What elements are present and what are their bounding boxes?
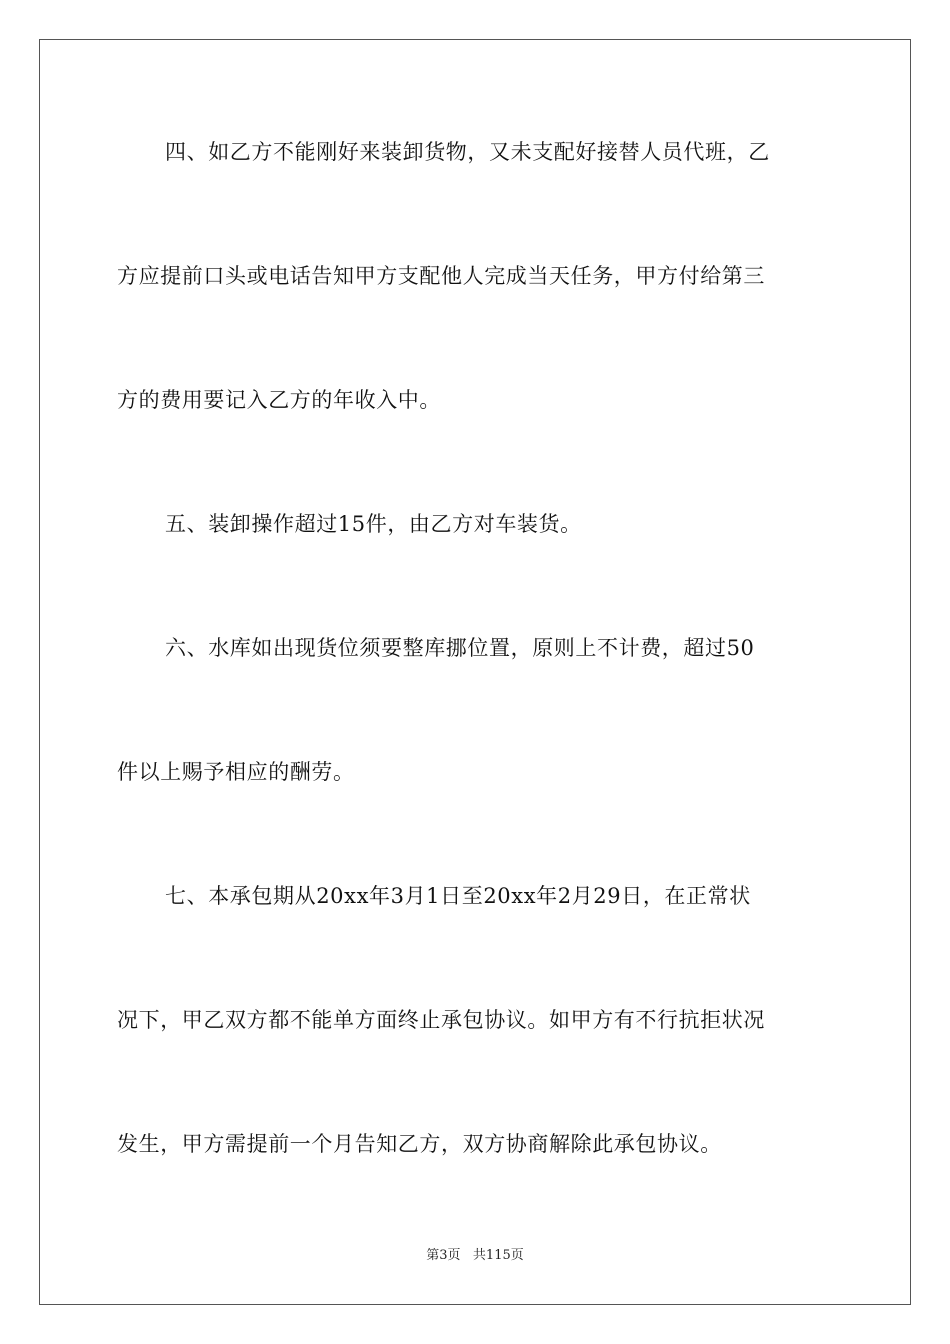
paragraph-7-line-1: 七、本承包期从20xx年3月1日至20xx年2月29日，在正常状: [165, 884, 751, 908]
paragraph-5-line-1: 五、装卸操作超过15件，由乙方对车装货。: [165, 512, 582, 536]
page-border: [39, 39, 911, 1305]
paragraph-6-line-2: 件以上赐予相应的酬劳。: [117, 760, 355, 784]
page-total: 共115页: [472, 1248, 524, 1263]
paragraph-4-line-3: 方的费用要记入乙方的年收入中。: [117, 388, 441, 412]
page-footer: [0, 1247, 950, 1265]
paragraph-4-line-2: 方应提前口头或电话告知甲方支配他人完成当天任务，甲方付给第三: [117, 264, 765, 288]
paragraph-7-line-3: 发生，甲方需提前一个月告知乙方，双方协商解除此承包协议。: [117, 1132, 722, 1156]
paragraph-7-line-2: 况下，甲乙双方都不能单方面终止承包协议。如甲方有不行抗拒状况: [117, 1008, 765, 1032]
paragraph-4-line-1: 四、如乙方不能刚好来装卸货物，又未支配好接替人员代班，乙: [165, 140, 770, 164]
page-number: 第3页: [426, 1248, 461, 1263]
paragraph-6-line-1: 六、水库如出现货位须要整库挪位置，原则上不计费，超过50: [165, 636, 755, 660]
